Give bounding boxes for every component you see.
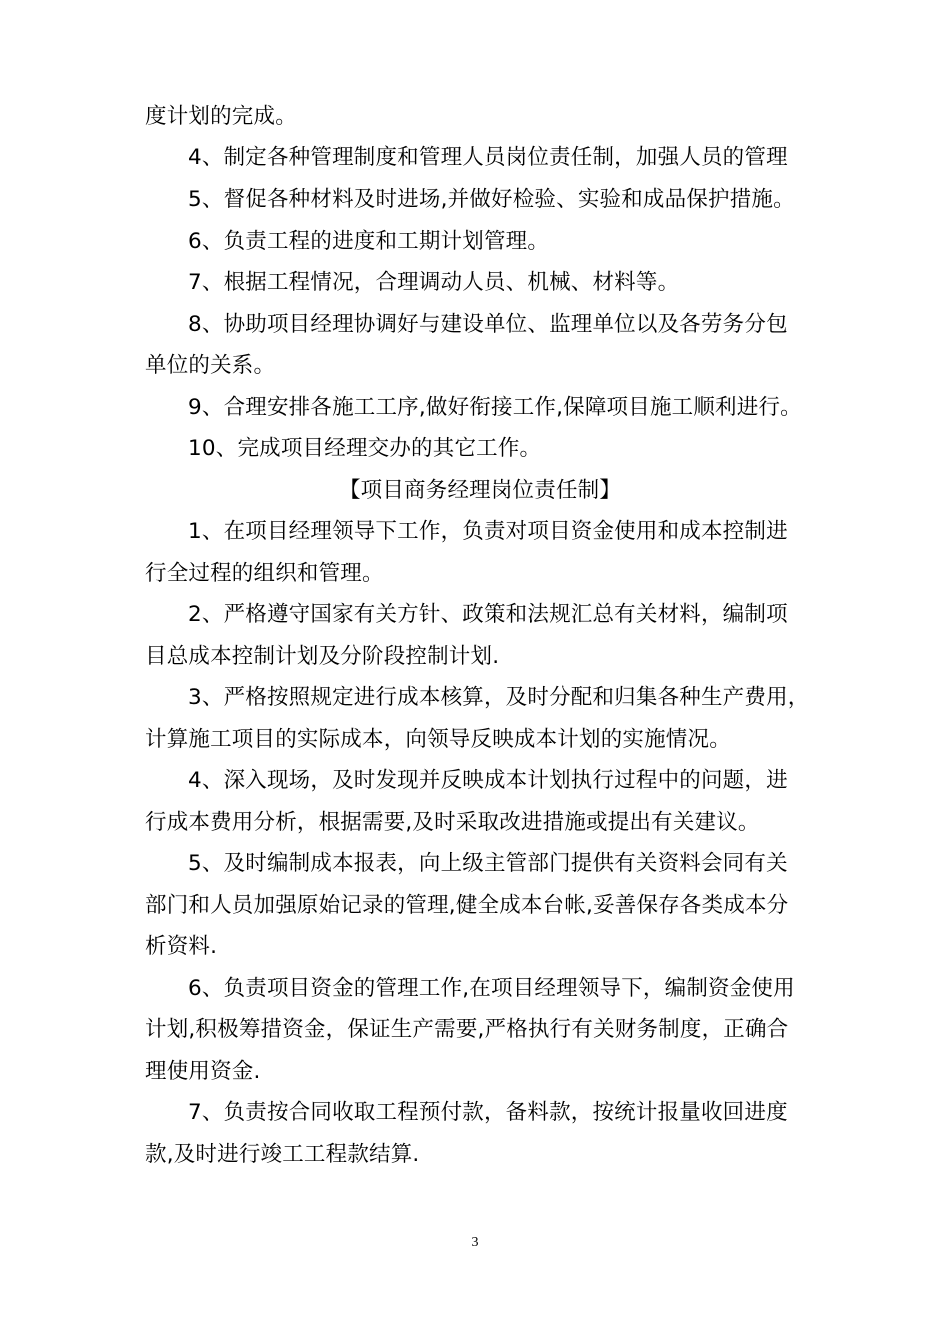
text-line-6: 8、协助项目经理协调好与建设单位、监理单位以及各劳务分包 — [188, 312, 788, 337]
text-line-7: 单位的关系。 — [145, 353, 276, 378]
text-line-3: 5、督促各种材料及时进场,并做好检验、实验和成品保护措施。 — [188, 187, 795, 212]
text-line-8: 9、合理安排各施工工序,做好衔接工作,保障项目施工顺利进行。 — [188, 395, 802, 420]
text-line-11: 1、在项目经理领导下工作，负责对项目资金使用和成本控制进 — [188, 519, 788, 544]
text-line-4: 6、负责工程的进度和工期计划管理。 — [188, 229, 550, 254]
text-line-15: 3、严格按照规定进行成本核算，及时分配和归集各种生产费用， — [188, 685, 810, 710]
text-line-20: 部门和人员加强原始记录的管理,健全成本台帐,妥善保存各类成本分 — [145, 893, 789, 918]
text-line-2: 4、制定各种管理制度和管理人员岗位责任制，加强人员的管理 — [188, 145, 788, 170]
page-number: 3 — [471, 1235, 479, 1250]
text-line-17: 4、深入现场，及时发现并反映成本计划执行过程中的问题，进 — [188, 768, 788, 793]
text-line-1: 度计划的完成。 — [145, 104, 297, 129]
text-line-23: 计划,积极筹措资金，保证生产需要,严格执行有关财务制度，正确合 — [145, 1017, 789, 1042]
text-line-22: 6、负责项目资金的管理工作,在项目经理领导下，编制资金使用 — [188, 976, 795, 1001]
text-line-25: 7、负责按合同收取工程预付款，备料款，按统计报量收回进度 — [188, 1100, 788, 1125]
text-line-14: 目总成本控制计划及分阶段控制计划. — [145, 644, 500, 669]
text-line-16: 计算施工项目的实际成本，向领导反映成本计划的实施情况。 — [145, 727, 731, 752]
text-line-21: 析资料. — [145, 934, 218, 959]
text-line-24: 理使用资金. — [145, 1059, 261, 1084]
text-line-26: 款,及时进行竣工工程款结算. — [145, 1142, 420, 1167]
text-line-13: 2、严格遵守国家有关方针、政策和法规汇总有关材料，编制项 — [188, 602, 788, 627]
text-line-9: 10、完成项目经理交办的其它工作。 — [188, 436, 542, 461]
text-line-19: 5、及时编制成本报表，向上级主管部门提供有关资料会同有关 — [188, 851, 788, 876]
text-line-5: 7、根据工程情况，合理调动人员、机械、材料等。 — [188, 270, 680, 295]
section-heading: 【项目商务经理岗位责任制】 — [338, 478, 622, 503]
text-line-12: 行全过程的组织和管理。 — [145, 561, 384, 586]
text-line-18: 行成本费用分析，根据需要,及时采取改进措施或提出有关建议。 — [145, 810, 760, 835]
